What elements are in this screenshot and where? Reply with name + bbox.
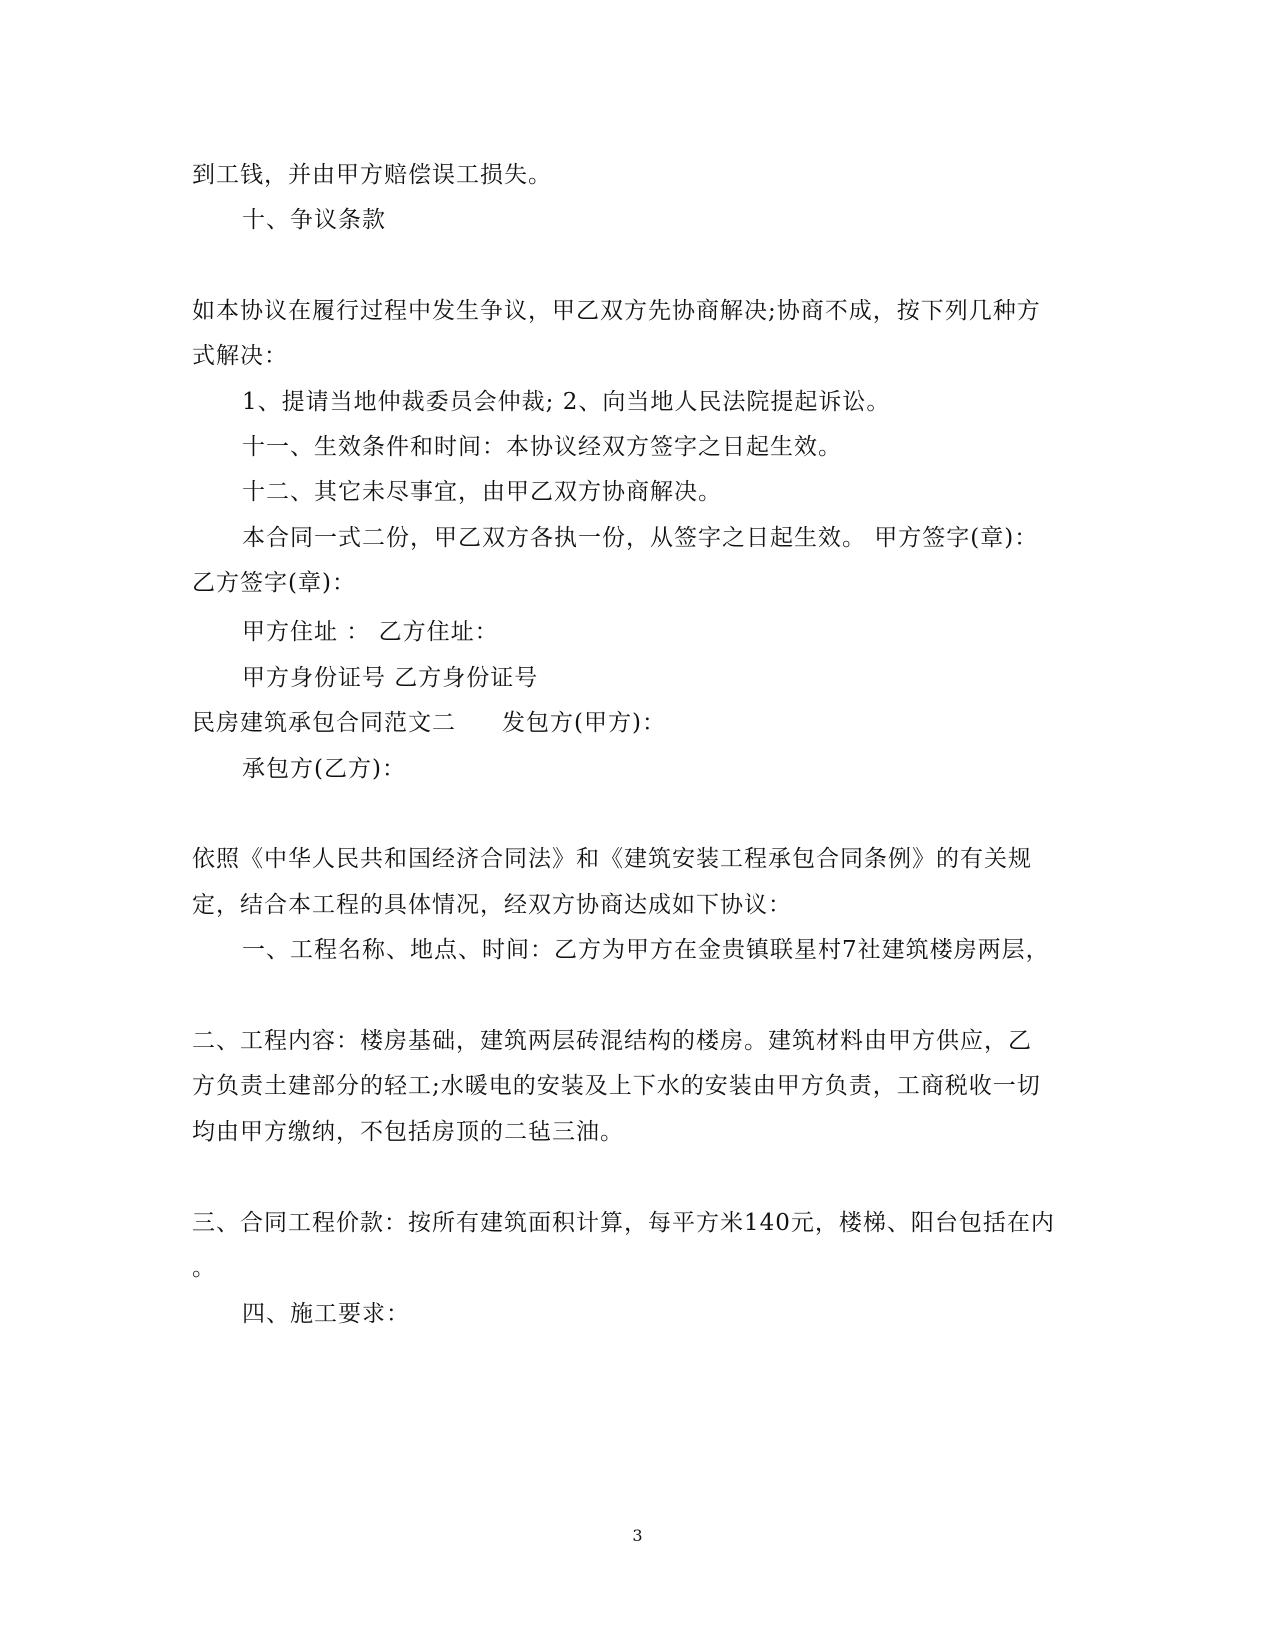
text-line: 式解决： — [192, 343, 288, 369]
text-line: 均由甲方缴纳，不包括房顶的二毡三油。 — [192, 1119, 624, 1145]
text-line: 甲方住址 ： 乙方住址： — [242, 619, 499, 645]
text-line: 定，结合本工程的具体情况，经双方协商达成如下协议： — [192, 892, 792, 918]
text-line: 。 — [192, 1255, 216, 1281]
text-line: 十二、其它未尽事宜，由甲乙双方协商解决。 — [242, 479, 722, 505]
text-line: 如本协议在履行过程中发生争议，甲乙双方先协商解决;协商不成，按下列几种方 — [192, 298, 1041, 324]
text-line: 到工钱，并由甲方赔偿误工损失。 — [192, 162, 552, 188]
text-line: 乙方签字(章)： — [192, 570, 356, 596]
text-line: 方负责土建部分的轻工;水暖电的安装及上下水的安装由甲方负责，工商税收一切 — [192, 1073, 1041, 1099]
text-line: 依照《中华人民共和国经济合同法》和《建筑安装工程承包合同条例》的有关规 — [192, 846, 1032, 872]
page-number: 3 — [632, 1526, 643, 1545]
party-a-label: 发包方(甲方)： — [502, 710, 666, 736]
text-line — [192, 708, 1092, 738]
section-heading-dispute: 十、争议条款 — [242, 207, 386, 233]
text-line: 二、工程内容：楼房基础，建筑两层砖混结构的楼房。建筑材料由甲方供应，乙 — [192, 1028, 1032, 1054]
text-line: 一、工程名称、地点、时间：乙方为甲方在金贵镇联星村7社建筑楼房两层， — [242, 937, 1050, 963]
text-line: 三、合同工程价款：按所有建筑面积计算，每平方米140元，楼梯、阳台包括在内 — [192, 1210, 1055, 1236]
contract-title: 民房建筑承包合同范文二 — [192, 710, 456, 736]
text-line: 承包方(乙方)： — [242, 756, 406, 782]
text-line: 甲方身份证号 乙方身份证号 — [242, 665, 539, 691]
text-line: 十一、生效条件和时间：本协议经双方签字之日起生效。 — [242, 434, 842, 460]
text-line: 四、施工要求： — [242, 1301, 410, 1327]
text-line: 1、提请当地仲裁委员会仲裁; 2、向当地人民法院提起诉讼。 — [242, 389, 891, 415]
text-line: 本合同一式二份，甲乙双方各执一份，从签字之日起生效。 甲方签字(章)： — [242, 525, 1039, 551]
